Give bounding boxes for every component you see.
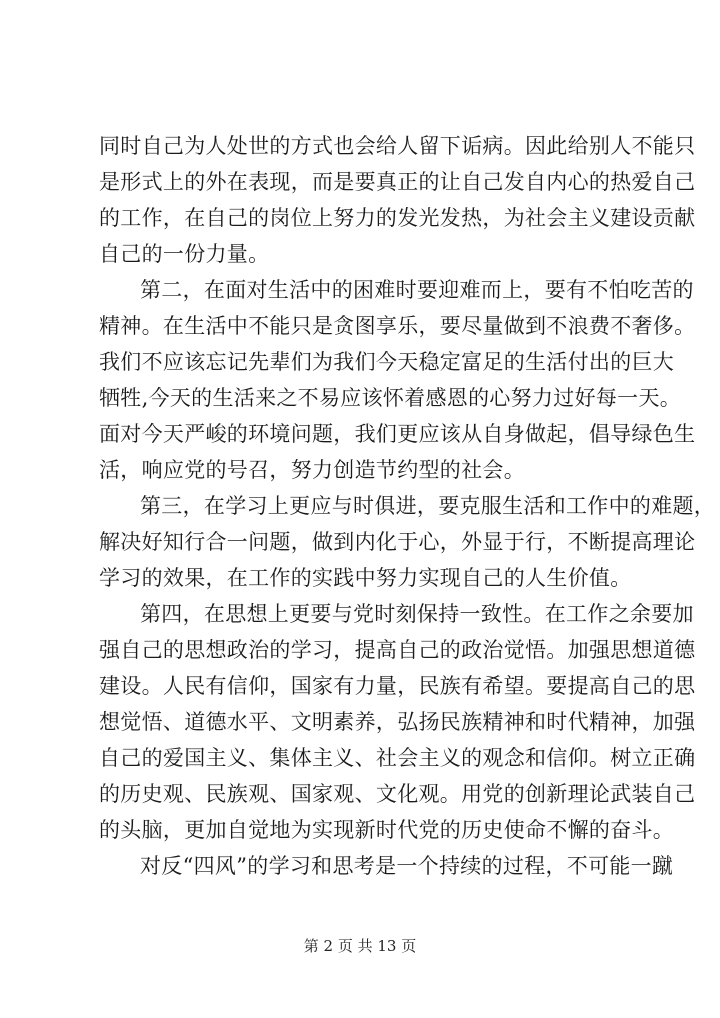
text-line: 的头脑，更加自觉地为实现新时代党的历史使命不懈的奋斗。	[99, 818, 675, 842]
text-line: 精神。在生活中不能只是贪图享乐，要尽量做到不浪费不奢侈。	[99, 314, 696, 338]
document-body	[99, 128, 716, 884]
paragraph-start-line: 第三，在学习上更应与时俱进，要克服生活和工作中的难题，	[140, 494, 716, 518]
paragraph-start-line: 第四，在思想上更要与党时刻保持一致性。在工作之余要加	[140, 602, 694, 626]
text-line: 建设。人民有信仰，国家有力量，民族有希望。要提高自己的思	[99, 674, 696, 698]
text-line: 想觉悟、道德水平、文明素养，弘扬民族精神和时代精神，加强	[99, 710, 696, 734]
text-line: 牺牲,今天的生活来之不易应该怀着感恩的心努力过好每一天。	[99, 386, 682, 410]
text-line: 的工作，在自己的岗位上努力的发光发热，为社会主义建设贡献	[99, 206, 696, 230]
text-line: 面对今天严峻的环境问题，我们更应该从自身做起，倡导绿色生	[99, 422, 696, 446]
page-number-footer: 第 2 页 共 13 页	[303, 937, 417, 955]
text-line: 自己的爱国主义、集体主义、社会主义的观念和信仰。树立正确	[99, 746, 696, 770]
text-line: 自己的一份力量。	[99, 242, 270, 266]
text-line: 同时自己为人处世的方式也会给人留下诟病。因此给别人不能只	[99, 134, 696, 158]
text-line: 的历史观、民族观、国家观、文化观。用党的创新理论武装自己	[99, 782, 696, 806]
text-line: 学习的效果，在工作的实践中努力实现自己的人生价值。	[99, 566, 632, 590]
text-line: 活，响应党的号召，努力创造节约型的社会。	[99, 458, 525, 482]
paragraph-start-line: 第二，在面对生活中的困难时要迎难而上，要有不怕吃苦的	[140, 278, 694, 302]
text-line: 我们不应该忘记先辈们为我们今天稳定富足的生活付出的巨大	[99, 350, 675, 374]
text-line: 是形式上的外在表现，而是要真正的让自己发自内心的热爱自己	[99, 170, 696, 194]
paragraph-start-line: 对反“四风”的学习和思考是一个持续的过程，不可能一蹴	[140, 854, 674, 878]
text-line: 强自己的思想政治的学习，提高自己的政治觉悟。加强思想道德	[99, 638, 696, 662]
text-line: 解决好知行合一问题，做到内化于心，外显于行，不断提高理论	[99, 530, 696, 554]
